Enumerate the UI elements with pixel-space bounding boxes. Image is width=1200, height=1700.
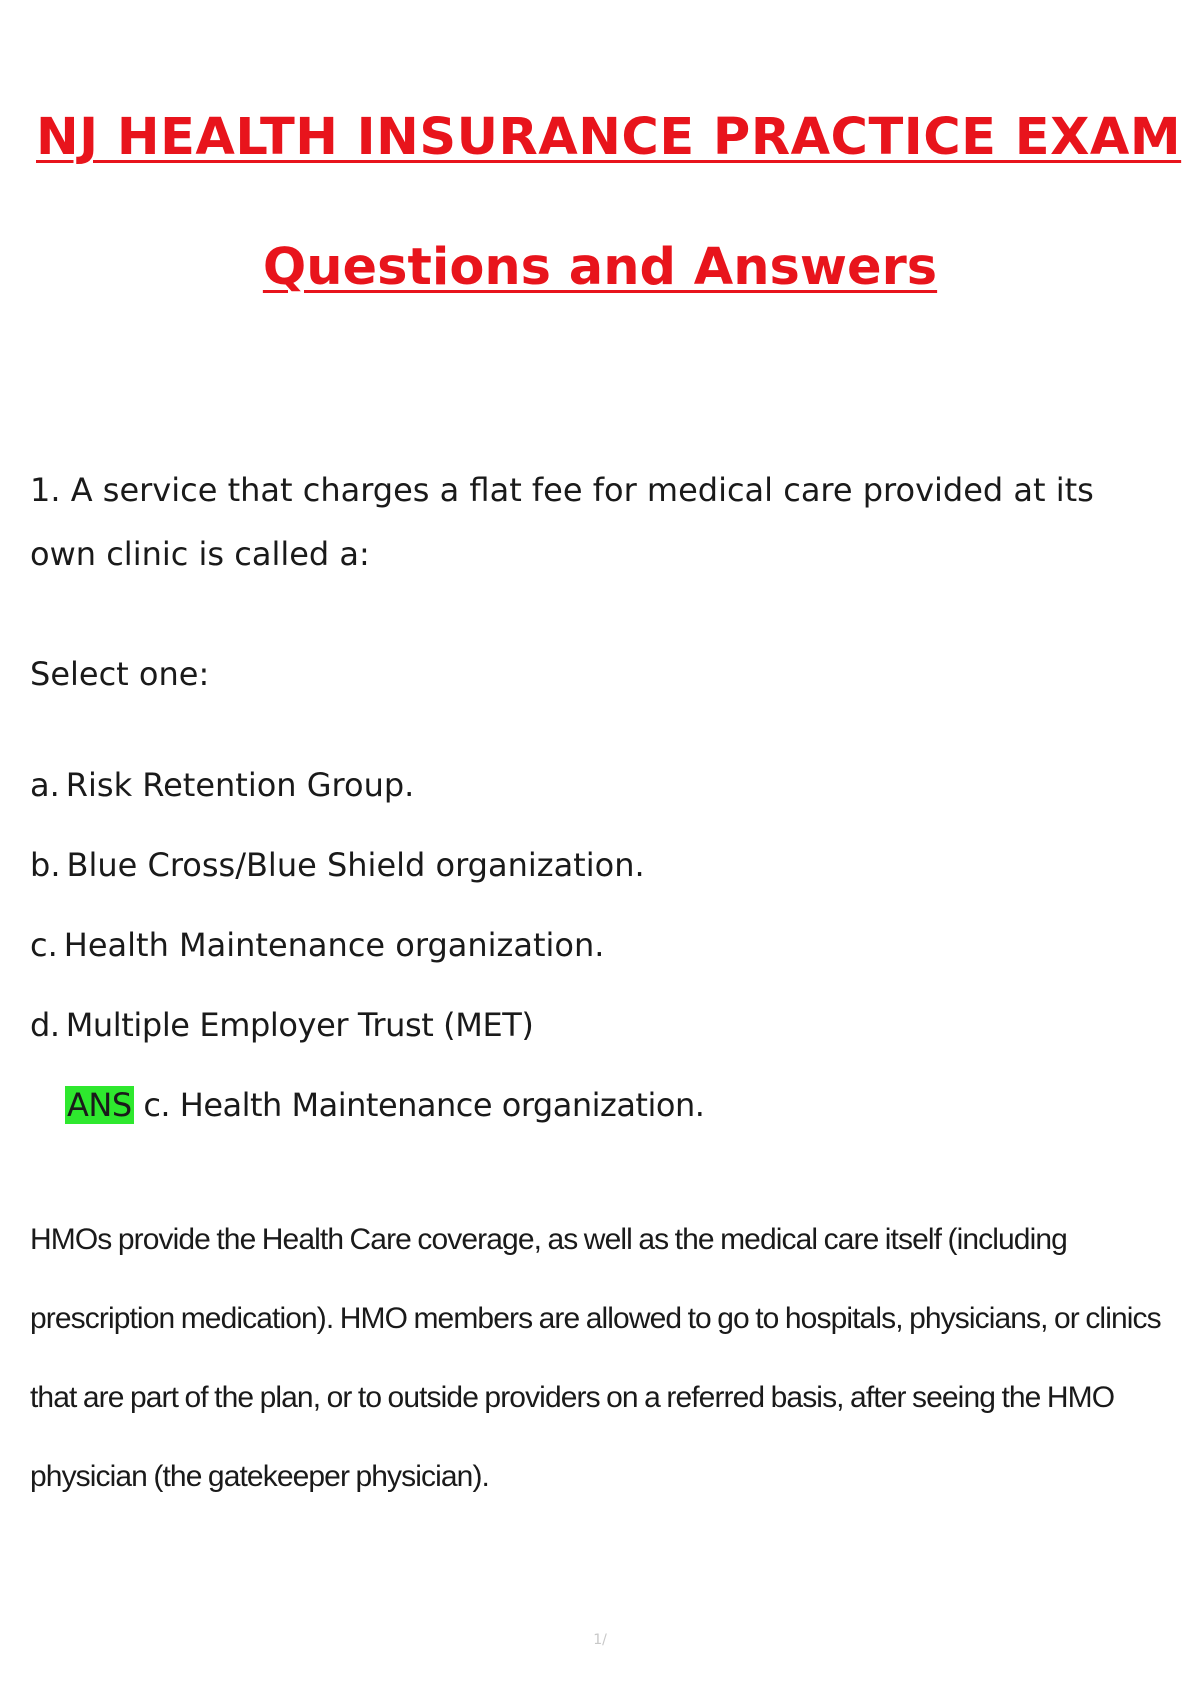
option-text: Blue Cross/Blue Shield organization. <box>66 846 645 884</box>
question-text: 1. A service that charges a flat fee for medical care provided at its own clinic is called a: <box>30 471 1094 573</box>
document-subtitle: Questions and Answers <box>262 238 938 297</box>
option-letter: d. <box>30 1006 60 1044</box>
answer-explanation: HMOs provide the Health Care coverage, as well as the medical care itself (including prescription medication). HMO members are allowed to go to hospitals, physicians, or clinics that are part of the plan, or to outside providers on a referred basis, after seeing the HMO physician (the gatekeeper physician). <box>30 1223 1161 1493</box>
answer-line <box>65 1086 704 1124</box>
document-title: NJ HEALTH INSURANCE PRACTICE EXAM <box>36 108 1182 167</box>
option-letter: b. <box>30 846 61 884</box>
option-text: Health Maintenance organization. <box>63 926 605 964</box>
option-text: Multiple Employer Trust (MET) <box>65 1006 534 1044</box>
page-number: 1/ <box>593 1632 607 1648</box>
answer-tag: ANS <box>67 1086 132 1124</box>
option-letter: c. <box>30 926 58 964</box>
option-d <box>30 1006 534 1044</box>
option-letter: a. <box>30 766 60 804</box>
select-one-label: Select one: <box>30 655 210 693</box>
option-b <box>30 846 645 884</box>
option-text: Risk Retention Group. <box>65 766 415 804</box>
option-c <box>30 926 604 964</box>
option-a <box>30 766 414 804</box>
answer-text: c. Health Maintenance organization. <box>143 1086 705 1124</box>
